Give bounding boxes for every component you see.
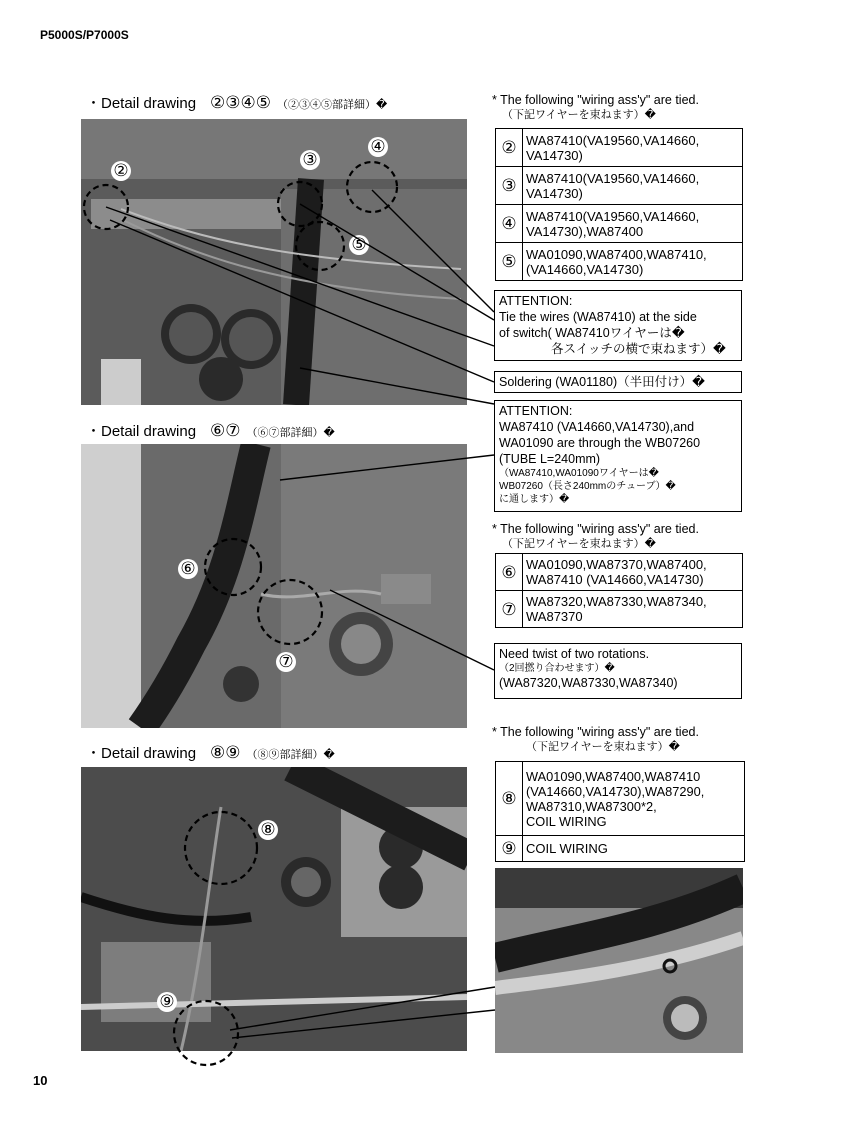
attention1-line1: Tie the wires (WA87410) at the side <box>499 310 697 324</box>
attention2-title: ATTENTION: <box>499 404 573 418</box>
table-row <box>496 205 743 243</box>
attention1-title: ATTENTION: <box>499 294 573 308</box>
attention2-jp2: WB07260（長さ240mmのチューブ）� <box>499 481 676 492</box>
section3-note <box>492 725 699 755</box>
section2-note <box>492 522 699 552</box>
row-wires: WA87410(VA19560,VA14660, VA14730) <box>523 129 743 167</box>
section2-jp: （⑥⑦部詳細）� <box>246 427 335 439</box>
row-wires: WA01090,WA87400,WA87410, (VA14660,VA14730) <box>523 243 743 281</box>
table-row <box>496 591 743 628</box>
twist-line2: （2回撚り合わせます）� <box>499 663 615 674</box>
table-row <box>496 243 743 281</box>
row-number: ⑨ <box>496 836 523 862</box>
section1-jp: （②③④⑤部詳細）� <box>277 99 388 111</box>
row-number: ② <box>496 129 523 167</box>
model-title: P5000S/P7000S <box>40 28 129 42</box>
photo-detail-67 <box>81 444 467 728</box>
photo-detail-9-closeup <box>495 868 743 1053</box>
attention1-line3: 各スイッチの横で束ねます）� <box>551 342 726 356</box>
section3-title: ・Detail drawing <box>86 745 197 762</box>
attention1-line2: of switch( WA87410ワイヤーは� <box>499 326 685 340</box>
section2-note-jp: （下記ワイヤーを束ねます）� <box>502 538 656 550</box>
row-number: ⑧ <box>496 762 523 836</box>
section2-heading <box>86 420 335 441</box>
row-number: ⑥ <box>496 554 523 591</box>
row-wires: WA01090,WA87400,WA87410 (VA14660,VA14730),WA87290, WA87310,WA87300*2, COIL WIRING <box>523 762 745 836</box>
callout-3: ③ <box>300 150 320 170</box>
page-number: 10 <box>33 1073 48 1088</box>
table-row <box>496 762 745 836</box>
callout-2: ② <box>111 161 131 181</box>
row-number: ③ <box>496 167 523 205</box>
attention2-jp3: に通します）� <box>499 494 570 505</box>
row-number: ⑦ <box>496 591 523 628</box>
photo-detail-2345 <box>81 119 467 405</box>
attention2-jp1: （WA87410,WA01090ワイヤーは� <box>499 468 659 479</box>
section1-circles: ②③④⑤ <box>210 93 272 112</box>
table-row <box>496 129 743 167</box>
row-wires: WA87410(VA19560,VA14660, VA14730),WA87400 <box>523 205 743 243</box>
section2-wire-table <box>495 553 743 628</box>
table-row <box>496 167 743 205</box>
twist-line3: (WA87320,WA87330,WA87340) <box>499 676 678 690</box>
section1-note-jp: （下記ワイヤーを束ねます）� <box>502 109 656 121</box>
section3-circles: ⑧⑨ <box>210 743 241 762</box>
section3-note-jp: （下記ワイヤーを束ねます）� <box>526 741 680 753</box>
table-row <box>496 554 743 591</box>
section2-circles: ⑥⑦ <box>210 421 241 440</box>
section2-title: ・Detail drawing <box>86 423 197 440</box>
section3-wire-table <box>495 761 745 862</box>
section1-title: ・Detail drawing <box>86 95 197 112</box>
attention-box-1 <box>494 290 742 361</box>
section1-note-en: * The following "wiring ass'y" are tied. <box>492 93 699 107</box>
section1-wire-table <box>495 128 743 281</box>
row-wires: WA87410(VA19560,VA14660, VA14730) <box>523 167 743 205</box>
soldering-text: Soldering (WA01180)（半田付け）� <box>499 375 705 389</box>
section3-heading <box>86 742 335 763</box>
attention-box-2 <box>494 400 742 512</box>
row-number: ④ <box>496 205 523 243</box>
attention2-line3: (TUBE L=240mm) <box>499 452 601 466</box>
row-wires: WA01090,WA87370,WA87400, WA87410 (VA14660,VA14730) <box>523 554 743 591</box>
table-row <box>496 836 745 862</box>
attention2-line2: WA01090 are through the WB07260 <box>499 436 701 450</box>
row-wires: COIL WIRING <box>523 836 745 862</box>
photo-detail-89 <box>81 767 467 1051</box>
twist-box <box>494 643 742 699</box>
section3-jp: （⑧⑨部詳細）� <box>246 749 335 761</box>
attention2-line1: WA87410 (VA14660,VA14730),and <box>499 420 695 434</box>
section2-note-en: * The following "wiring ass'y" are tied. <box>492 522 699 536</box>
callout-8: ⑧ <box>258 820 278 840</box>
soldering-box <box>494 371 742 393</box>
callout-4: ④ <box>368 137 388 157</box>
twist-line1: Need twist of two rotations. <box>499 647 650 661</box>
row-wires: WA87320,WA87330,WA87340, WA87370 <box>523 591 743 628</box>
section1-heading <box>86 92 387 113</box>
callout-5: ⑤ <box>349 235 369 255</box>
callout-9: ⑨ <box>157 992 177 1012</box>
callout-6: ⑥ <box>178 559 198 579</box>
row-number: ⑤ <box>496 243 523 281</box>
callout-7: ⑦ <box>276 652 296 672</box>
section3-note-en: * The following "wiring ass'y" are tied. <box>492 725 699 739</box>
section1-note <box>492 93 699 123</box>
